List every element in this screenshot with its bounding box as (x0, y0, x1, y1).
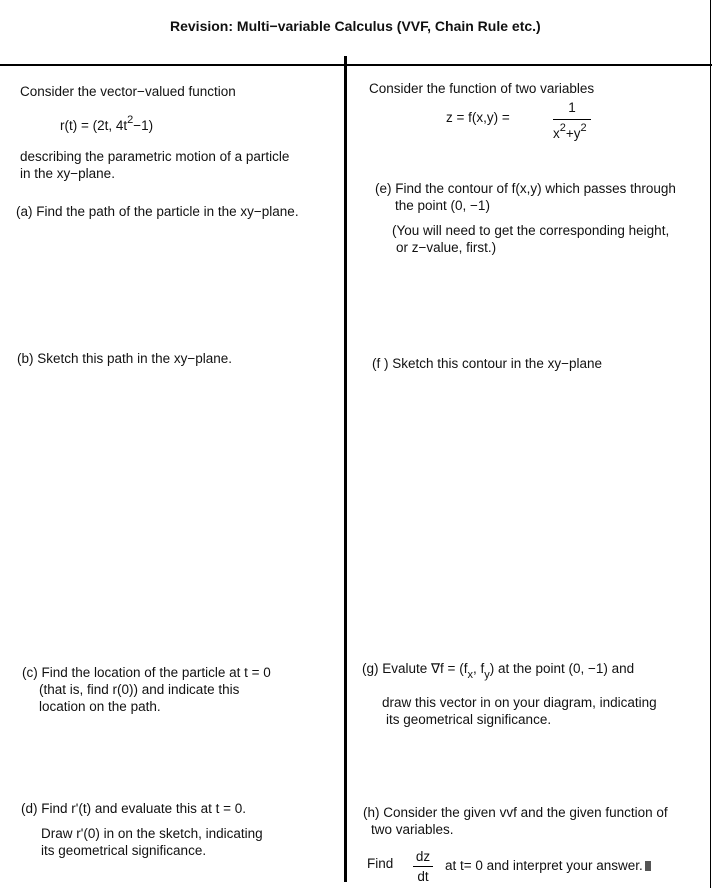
vvf-description-line-2: in the xy−plane. (20, 166, 115, 181)
question-a-label: (a) Find the path (16, 204, 116, 219)
question-a-text: of the particle in the xy−plane. (118, 204, 299, 219)
vvf-intro: Consider the vector−valued function (20, 84, 236, 99)
question-c-line-2: (that is, find r(0)) and indicate this (39, 682, 240, 697)
question-d-line-2: Draw r'(0) in on the sketch, indicating (41, 826, 263, 841)
denominator-plus-y: +y (565, 126, 581, 141)
denominator-exponent-2: 2 (580, 122, 587, 134)
question-e-line-3: (You will need to get the corresponding height, (392, 223, 670, 238)
question-h-rest-text: at t= 0 and interpret your answer. (445, 858, 643, 873)
question-f: (f ) Sketch this contour in the xy−plane (372, 356, 602, 371)
question-h-line-2: two variables. (371, 822, 454, 837)
vvf-equation-suffix: −1) (133, 118, 154, 133)
question-h-rest (445, 858, 651, 873)
gradient-sub-y: y (484, 669, 490, 681)
question-d-line-1: (d) Find r'(t) and evaluate this at t = 0. (21, 801, 247, 816)
question-a (16, 204, 299, 219)
question-g-line-3: its geometrical significance. (386, 712, 552, 727)
vvf-description-line-1: describing the parametric motion of a particle (20, 149, 290, 164)
vvf-equation-prefix: r(t) = (2t, 4t (60, 118, 128, 133)
vvf-equation (60, 114, 154, 133)
function-intro: Consider the function of two variables (369, 81, 595, 96)
page-title: Revision: Multi−variable Calculus (VVF, Chain Rule etc.) (170, 18, 541, 34)
derivative-denominator: dt (417, 869, 429, 884)
fraction-denominator (553, 122, 587, 141)
question-g-line-1 (362, 661, 635, 681)
vertical-divider (344, 56, 347, 882)
denominator-x: x (553, 126, 560, 141)
question-h-line-1: (h) Consider the given vvf and the given function of (363, 805, 668, 820)
question-g-mid: , f (472, 661, 485, 676)
question-c-line-1: (c) Find the location of the particle at t = 0 (22, 665, 271, 680)
question-h-find: Find (367, 856, 394, 871)
question-e-line-4: or z−value, first.) (396, 240, 497, 255)
denominator-exponent-1: 2 (559, 122, 566, 134)
question-e-line-2: the point (0, −1) (395, 198, 490, 213)
question-g-line-2: draw this vector in on your diagram, indicating (382, 695, 657, 710)
fraction-bar (553, 119, 591, 120)
vvf-equation-exponent: 2 (127, 114, 134, 126)
derivative-numerator: dz (415, 849, 431, 864)
question-d-line-3: its geometrical significance. (41, 843, 207, 858)
function-lhs: z = f(x,y) = (446, 110, 510, 125)
end-mark (645, 861, 651, 871)
derivative-bar (413, 866, 433, 867)
question-b (17, 351, 232, 366)
gradient-sub-x: x (467, 669, 473, 681)
horizontal-divider (0, 64, 712, 66)
question-g-prefix: (g) Evalute ∇f = (f (362, 661, 468, 676)
question-c-line-3: location on the path. (39, 699, 161, 714)
right-border (710, 0, 711, 888)
question-g-suffix: ) at the point (0, −1) and (489, 661, 635, 676)
question-b-text: in the xy−plane. (137, 351, 233, 366)
fraction-numerator: 1 (568, 100, 576, 115)
question-b-label: (b) Sketch this path (17, 351, 134, 366)
question-e-line-1: (e) Find the contour of f(x,y) which passes through (375, 181, 676, 196)
